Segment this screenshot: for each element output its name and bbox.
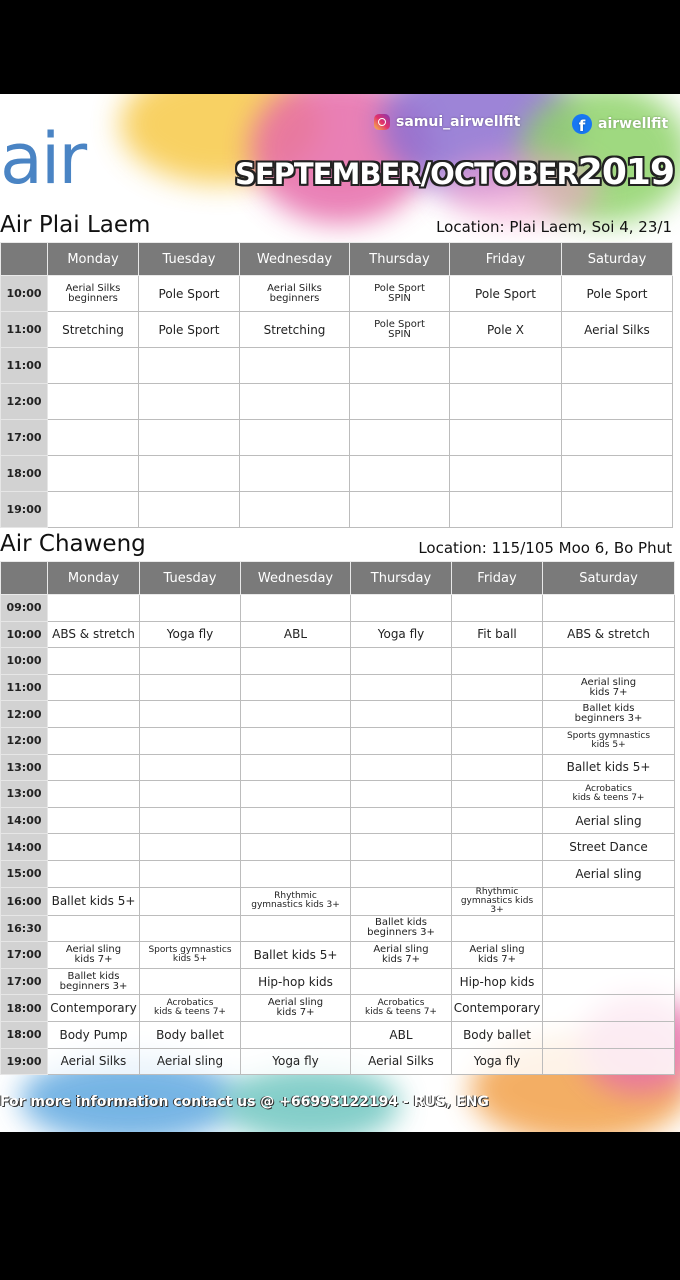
class-cell xyxy=(241,674,351,701)
class-cell xyxy=(241,807,351,834)
class-cell: Yoga fly xyxy=(452,1048,543,1075)
class-cell xyxy=(240,348,350,384)
class-cell: Acrobatics kids & teens 7+ xyxy=(543,781,675,808)
schedule-row xyxy=(1,384,673,420)
class-cell xyxy=(452,834,543,861)
class-cell: Aerial sling kids 7+ xyxy=(351,942,452,969)
class-cell xyxy=(140,754,241,781)
class-cell xyxy=(450,456,562,492)
class-cell xyxy=(139,492,240,528)
class-cell xyxy=(241,860,351,887)
class-cell xyxy=(543,595,675,622)
class-cell xyxy=(450,384,562,420)
time-slot: 16:00 xyxy=(1,887,48,915)
schedule-table-chaweng xyxy=(0,561,675,1075)
class-cell xyxy=(241,781,351,808)
schedule-row xyxy=(1,727,675,754)
schedule-row xyxy=(1,595,675,622)
day-header: Friday xyxy=(452,562,543,595)
schedule-row xyxy=(1,276,673,312)
time-slot: 10:00 xyxy=(1,648,48,675)
class-cell: Contemporary xyxy=(452,995,543,1022)
location-plai-laem: Location: Plai Laem, Soi 4, 23/1 xyxy=(436,218,672,236)
class-cell xyxy=(351,807,452,834)
class-cell xyxy=(48,915,140,942)
class-cell: Aerial sling kids 7+ xyxy=(241,995,351,1022)
facebook-icon: f xyxy=(572,114,592,134)
class-cell xyxy=(240,420,350,456)
schedule-poster xyxy=(0,94,680,1132)
class-cell xyxy=(241,595,351,622)
class-cell: Rhythmic gymnastics kids 3+ xyxy=(241,887,351,915)
class-cell xyxy=(351,834,452,861)
class-cell: Pole Sport SPIN xyxy=(350,312,450,348)
class-cell xyxy=(241,701,351,728)
schedule-row xyxy=(1,968,675,995)
class-cell: Acrobatics kids & teens 7+ xyxy=(351,995,452,1022)
class-cell: ABS & stretch xyxy=(543,621,675,648)
class-cell xyxy=(452,754,543,781)
class-cell: ABL xyxy=(351,1021,452,1048)
class-cell xyxy=(140,834,241,861)
class-cell xyxy=(140,915,241,942)
class-cell xyxy=(139,456,240,492)
class-cell xyxy=(48,348,139,384)
time-slot: 17:00 xyxy=(1,968,48,995)
class-cell xyxy=(140,781,241,808)
class-cell: Aerial sling xyxy=(543,807,675,834)
class-cell: Body Pump xyxy=(48,1021,140,1048)
class-cell: Pole Sport xyxy=(450,276,562,312)
class-cell: Ballet kids beginners 3+ xyxy=(351,915,452,942)
class-cell xyxy=(543,1021,675,1048)
class-cell xyxy=(350,420,450,456)
class-cell xyxy=(241,834,351,861)
schedule-row xyxy=(1,834,675,861)
class-cell xyxy=(48,648,140,675)
class-cell xyxy=(562,456,673,492)
class-cell: Street Dance xyxy=(543,834,675,861)
brand-logo: air xyxy=(0,118,86,200)
class-cell xyxy=(48,595,140,622)
class-cell: Hip-hop kids xyxy=(241,968,351,995)
class-cell xyxy=(543,887,675,915)
class-cell: Pole Sport SPIN xyxy=(350,276,450,312)
instagram-link[interactable] xyxy=(374,114,520,130)
class-cell xyxy=(452,648,543,675)
class-cell: Ballet kids beginners 3+ xyxy=(543,701,675,728)
time-slot: 12:00 xyxy=(1,701,48,728)
class-cell xyxy=(48,674,140,701)
class-cell: ABL xyxy=(241,621,351,648)
schedule-period xyxy=(235,152,674,193)
class-cell xyxy=(351,887,452,915)
schedule-row xyxy=(1,1048,675,1075)
schedule-row xyxy=(1,456,673,492)
class-cell xyxy=(48,701,140,728)
class-cell xyxy=(452,781,543,808)
class-cell xyxy=(562,492,673,528)
class-cell xyxy=(543,915,675,942)
day-header: Thursday xyxy=(350,243,450,276)
class-cell: Aerial sling kids 7+ xyxy=(543,674,675,701)
class-cell: Aerial sling xyxy=(543,860,675,887)
class-cell xyxy=(452,674,543,701)
class-cell xyxy=(140,674,241,701)
class-cell: Ballet kids 5+ xyxy=(241,942,351,969)
time-slot: 11:00 xyxy=(1,674,48,701)
class-cell xyxy=(140,727,241,754)
class-cell xyxy=(450,348,562,384)
class-cell xyxy=(543,942,675,969)
schedule-row xyxy=(1,915,675,942)
time-slot: 17:00 xyxy=(1,942,48,969)
class-cell xyxy=(48,456,139,492)
class-cell: Ballet kids 5+ xyxy=(543,754,675,781)
class-cell xyxy=(48,492,139,528)
class-cell: Yoga fly xyxy=(140,621,241,648)
location-chaweng: Location: 115/105 Moo 6, Bo Phut xyxy=(418,539,672,557)
facebook-link[interactable] xyxy=(572,114,668,134)
class-cell xyxy=(48,781,140,808)
class-cell: Ballet kids 5+ xyxy=(48,887,140,915)
class-cell xyxy=(350,492,450,528)
day-header: Monday xyxy=(48,562,140,595)
class-cell xyxy=(139,420,240,456)
class-cell xyxy=(543,995,675,1022)
period-year: 2019 xyxy=(577,152,674,193)
instagram-handle: samui_airwellfit xyxy=(396,114,521,130)
schedule-row xyxy=(1,701,675,728)
class-cell xyxy=(543,648,675,675)
class-cell xyxy=(351,648,452,675)
class-cell xyxy=(140,807,241,834)
day-header: Monday xyxy=(48,243,139,276)
class-cell xyxy=(139,348,240,384)
class-cell xyxy=(562,348,673,384)
time-slot: 18:00 xyxy=(1,456,48,492)
class-cell xyxy=(140,968,241,995)
schedule-row xyxy=(1,754,675,781)
schedule-row xyxy=(1,942,675,969)
time-slot: 19:00 xyxy=(1,1048,48,1075)
class-cell: Pole Sport xyxy=(562,276,673,312)
time-slot: 12:00 xyxy=(1,727,48,754)
class-cell xyxy=(452,701,543,728)
schedule-row xyxy=(1,348,673,384)
class-cell xyxy=(350,384,450,420)
period-months: SEPTEMBER/OCTOBER xyxy=(234,157,578,191)
class-cell xyxy=(543,968,675,995)
class-cell xyxy=(452,727,543,754)
contact-footer: For more information contact us @ +66993122194 - RUS, ENG xyxy=(0,1094,489,1110)
class-cell: Pole X xyxy=(450,312,562,348)
class-cell: Pole Sport xyxy=(139,312,240,348)
schedule-row xyxy=(1,1021,675,1048)
day-header: Tuesday xyxy=(139,243,240,276)
class-cell: Fit ball xyxy=(452,621,543,648)
class-cell xyxy=(350,456,450,492)
class-cell: Aerial sling kids 7+ xyxy=(48,942,140,969)
class-cell xyxy=(48,384,139,420)
schedule-row xyxy=(1,492,673,528)
studio-name-chaweng: Air Chaweng xyxy=(0,531,146,557)
class-cell: Sports gymnastics kids 5+ xyxy=(140,942,241,969)
class-cell xyxy=(241,754,351,781)
time-slot: 17:00 xyxy=(1,420,48,456)
class-cell xyxy=(452,915,543,942)
schedule-row xyxy=(1,674,675,701)
instagram-icon xyxy=(374,114,390,130)
class-cell: Stretching xyxy=(240,312,350,348)
class-cell: Aerial Silks xyxy=(562,312,673,348)
time-slot: 13:00 xyxy=(1,754,48,781)
time-slot: 10:00 xyxy=(1,276,48,312)
time-slot: 18:00 xyxy=(1,1021,48,1048)
class-cell: Hip-hop kids xyxy=(452,968,543,995)
class-cell: Pole Sport xyxy=(139,276,240,312)
class-cell xyxy=(48,420,139,456)
class-cell: Acrobatics kids & teens 7+ xyxy=(140,995,241,1022)
facebook-handle: airwellfit xyxy=(598,116,669,132)
time-slot: 10:00 xyxy=(1,621,48,648)
class-cell xyxy=(452,860,543,887)
class-cell xyxy=(351,781,452,808)
class-cell: Aerial Silks xyxy=(351,1048,452,1075)
class-cell: Yoga fly xyxy=(241,1048,351,1075)
class-cell: Ballet kids beginners 3+ xyxy=(48,968,140,995)
day-header: Saturday xyxy=(543,562,675,595)
time-slot: 12:00 xyxy=(1,384,48,420)
class-cell xyxy=(543,1048,675,1075)
day-header: Thursday xyxy=(351,562,452,595)
schedule-row xyxy=(1,887,675,915)
class-cell xyxy=(450,420,562,456)
class-cell xyxy=(241,915,351,942)
class-cell xyxy=(140,595,241,622)
schedule-row xyxy=(1,807,675,834)
day-header: Wednesday xyxy=(240,243,350,276)
class-cell xyxy=(351,595,452,622)
time-slot: 11:00 xyxy=(1,312,48,348)
class-cell xyxy=(48,754,140,781)
class-cell: Rhythmic gymnastics kids 3+ xyxy=(452,887,543,915)
class-cell xyxy=(240,492,350,528)
class-cell xyxy=(351,860,452,887)
class-cell xyxy=(240,384,350,420)
class-cell xyxy=(241,727,351,754)
class-cell xyxy=(241,1021,351,1048)
class-cell xyxy=(48,860,140,887)
class-cell xyxy=(351,754,452,781)
class-cell xyxy=(351,727,452,754)
class-cell: Stretching xyxy=(48,312,139,348)
day-header: Wednesday xyxy=(241,562,351,595)
time-slot: 14:00 xyxy=(1,834,48,861)
schedule-row xyxy=(1,860,675,887)
class-cell: Body ballet xyxy=(140,1021,241,1048)
class-cell xyxy=(140,648,241,675)
day-header: Tuesday xyxy=(140,562,241,595)
class-cell xyxy=(351,674,452,701)
time-slot: 15:00 xyxy=(1,860,48,887)
class-cell: Aerial Silks xyxy=(48,1048,140,1075)
class-cell: Aerial sling xyxy=(140,1048,241,1075)
class-cell xyxy=(350,348,450,384)
schedule-row xyxy=(1,781,675,808)
time-slot: 16:30 xyxy=(1,915,48,942)
header-corner xyxy=(1,243,48,276)
class-cell: Sports gymnastics kids 5+ xyxy=(543,727,675,754)
time-slot: 14:00 xyxy=(1,807,48,834)
class-cell: Body ballet xyxy=(452,1021,543,1048)
class-cell: Yoga fly xyxy=(351,621,452,648)
class-cell xyxy=(240,456,350,492)
class-cell xyxy=(351,701,452,728)
class-cell xyxy=(562,420,673,456)
class-cell xyxy=(450,492,562,528)
schedule-row xyxy=(1,420,673,456)
day-header: Saturday xyxy=(562,243,673,276)
class-cell xyxy=(241,648,351,675)
class-cell xyxy=(48,807,140,834)
time-slot: 09:00 xyxy=(1,595,48,622)
time-slot: 18:00 xyxy=(1,995,48,1022)
schedule-table-plai-laem xyxy=(0,242,673,528)
schedule-row xyxy=(1,312,673,348)
schedule-row xyxy=(1,648,675,675)
day-header: Friday xyxy=(450,243,562,276)
class-cell xyxy=(562,384,673,420)
time-slot: 19:00 xyxy=(1,492,48,528)
header-corner xyxy=(1,562,48,595)
schedule-row xyxy=(1,995,675,1022)
class-cell xyxy=(351,968,452,995)
schedule-row xyxy=(1,621,675,648)
class-cell: ABS & stretch xyxy=(48,621,140,648)
studio-name-plai-laem: Air Plai Laem xyxy=(0,212,151,238)
class-cell xyxy=(140,887,241,915)
class-cell xyxy=(140,701,241,728)
class-cell xyxy=(48,727,140,754)
class-cell: Aerial Silks beginners xyxy=(240,276,350,312)
class-cell: Aerial sling kids 7+ xyxy=(452,942,543,969)
class-cell xyxy=(452,595,543,622)
class-cell xyxy=(139,384,240,420)
time-slot: 11:00 xyxy=(1,348,48,384)
class-cell xyxy=(452,807,543,834)
time-slot: 13:00 xyxy=(1,781,48,808)
class-cell xyxy=(140,860,241,887)
class-cell: Aerial Silks beginners xyxy=(48,276,139,312)
class-cell: Contemporary xyxy=(48,995,140,1022)
class-cell xyxy=(48,834,140,861)
